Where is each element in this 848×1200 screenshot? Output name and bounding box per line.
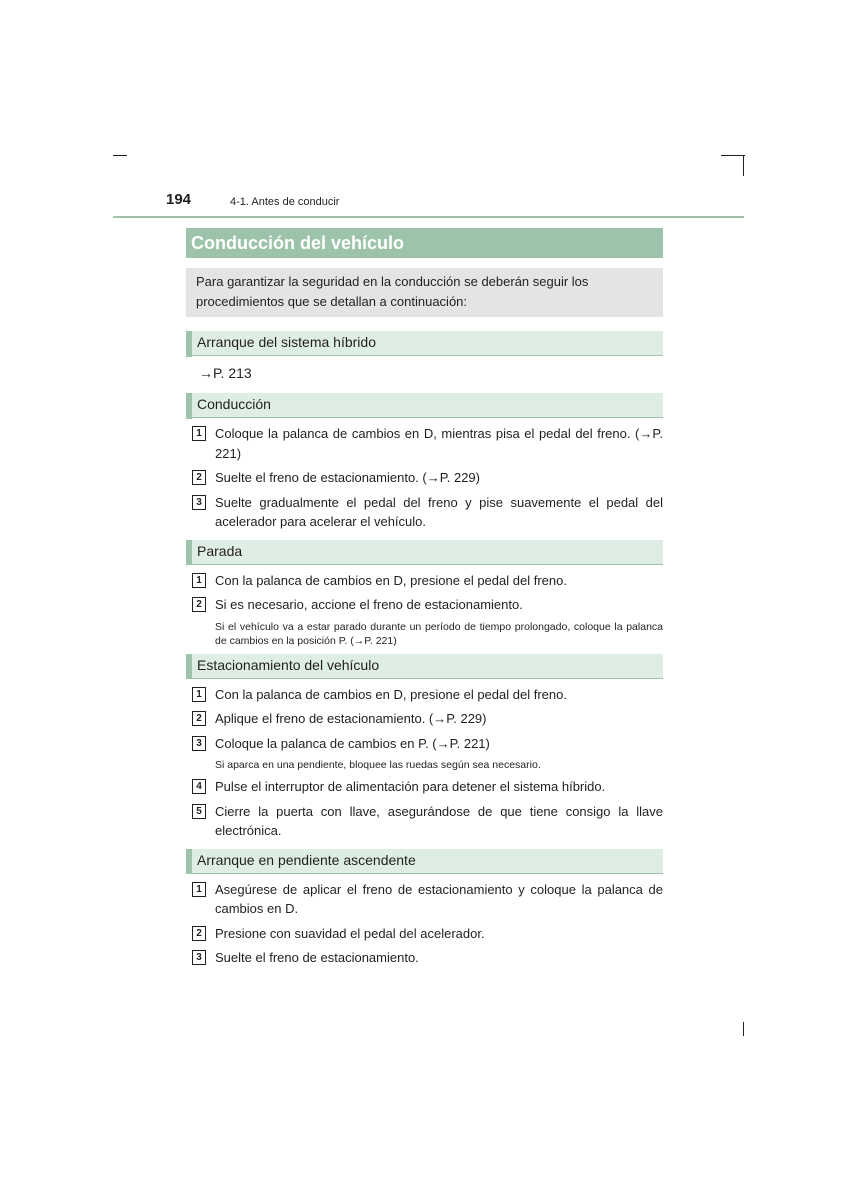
step-number: 2 [192, 926, 206, 941]
step-text: Con la palanca de cambios en D, presione el pedal del freno. [215, 686, 567, 702]
step-item [186, 571, 663, 591]
section-heading: Estacionamiento del vehículo [186, 654, 663, 679]
step-list [186, 424, 663, 532]
step-text: Suelte el freno de estacionamiento. (→P. 229) [215, 470, 480, 485]
step-number: 1 [192, 426, 206, 441]
step-text: Si es necesario, accione el freno de estacionamiento. [215, 597, 523, 612]
page-reference: →P. 213 [199, 365, 252, 381]
header-rule [113, 216, 744, 218]
step-number: 2 [192, 470, 206, 485]
step-list [186, 880, 663, 968]
step-item [186, 468, 663, 488]
step-item [186, 709, 663, 729]
step-number: 1 [192, 573, 206, 588]
step-list [186, 571, 663, 648]
step-number: 5 [192, 804, 206, 819]
step-text: Suelte gradualmente el pedal del freno y pise suavemente el pedal del acelerador para acelerar el vehículo. [215, 494, 663, 529]
step-text: Cierre la puerta con llave, asegurándose de que tiene consigo la llave electrónica. [215, 803, 663, 838]
step-number: 4 [192, 779, 206, 794]
step-note: Si el vehículo va a estar parado durante un período de tiempo prolongado, coloque la palanca de cambios en la posición P. (→P. 221) [215, 620, 663, 647]
step-note: Si aparca en una pendiente, bloquee las ruedas según sea necesario. [215, 759, 541, 771]
step-text: Coloque la palanca de cambios en P. (→P. 221) [215, 735, 490, 751]
section-parada [186, 540, 663, 648]
page-title: Conducción del vehículo [186, 228, 663, 258]
step-text: Coloque la palanca de cambios en D, mientras pisa el pedal del freno. (→P. 221) [215, 426, 663, 461]
step-number: 3 [192, 736, 206, 751]
step-item [186, 924, 663, 944]
section-heading: Conducción [186, 393, 663, 418]
step-list [186, 685, 663, 841]
section-conduccion [186, 393, 663, 532]
crop-mark [743, 155, 744, 176]
section-heading: Parada [186, 540, 663, 565]
section-pendiente [186, 849, 663, 968]
chapter-title: 4-1. Antes de conducir [230, 196, 340, 208]
step-item [186, 734, 663, 754]
step-item [186, 948, 663, 968]
crop-mark [721, 155, 745, 156]
page-content [186, 228, 663, 973]
step-number: 1 [192, 882, 206, 897]
step-text: Aplique el freno de estacionamiento. (→P. 229) [215, 711, 487, 726]
step-number: 3 [192, 495, 206, 510]
step-item [186, 880, 663, 919]
step-text: Suelte el freno de estacionamiento. [215, 950, 419, 965]
step-item [186, 493, 663, 532]
crop-mark [743, 1022, 744, 1036]
step-number: 3 [192, 950, 206, 965]
page-number: 194 [166, 191, 192, 208]
step-number: 2 [192, 597, 206, 612]
section-heading: Arranque en pendiente ascendente [186, 849, 663, 874]
step-item [186, 595, 663, 615]
step-item [186, 802, 663, 841]
step-text: Con la palanca de cambios en D, presione el pedal del freno. [215, 572, 567, 588]
step-number: 2 [192, 711, 206, 726]
step-item [186, 424, 663, 463]
intro-box: Para garantizar la seguridad en la conducción se deberán seguir los procedimientos que se detallan a continuación: [186, 268, 663, 317]
section-arranque [186, 331, 663, 382]
section-heading: Arranque del sistema híbrido [186, 331, 663, 356]
step-item [186, 685, 663, 705]
crop-mark [113, 155, 127, 156]
step-text: Presione con suavidad el pedal del acelerador. [215, 925, 485, 941]
step-number: 1 [192, 687, 206, 702]
step-item [186, 777, 663, 797]
step-text: Asegúrese de aplicar el freno de estacionamiento y coloque la palanca de cambios en D. [215, 881, 663, 916]
step-text: Pulse el interruptor de alimentación para detener el sistema híbrido. [215, 779, 606, 794]
section-estacionamiento [186, 654, 663, 841]
